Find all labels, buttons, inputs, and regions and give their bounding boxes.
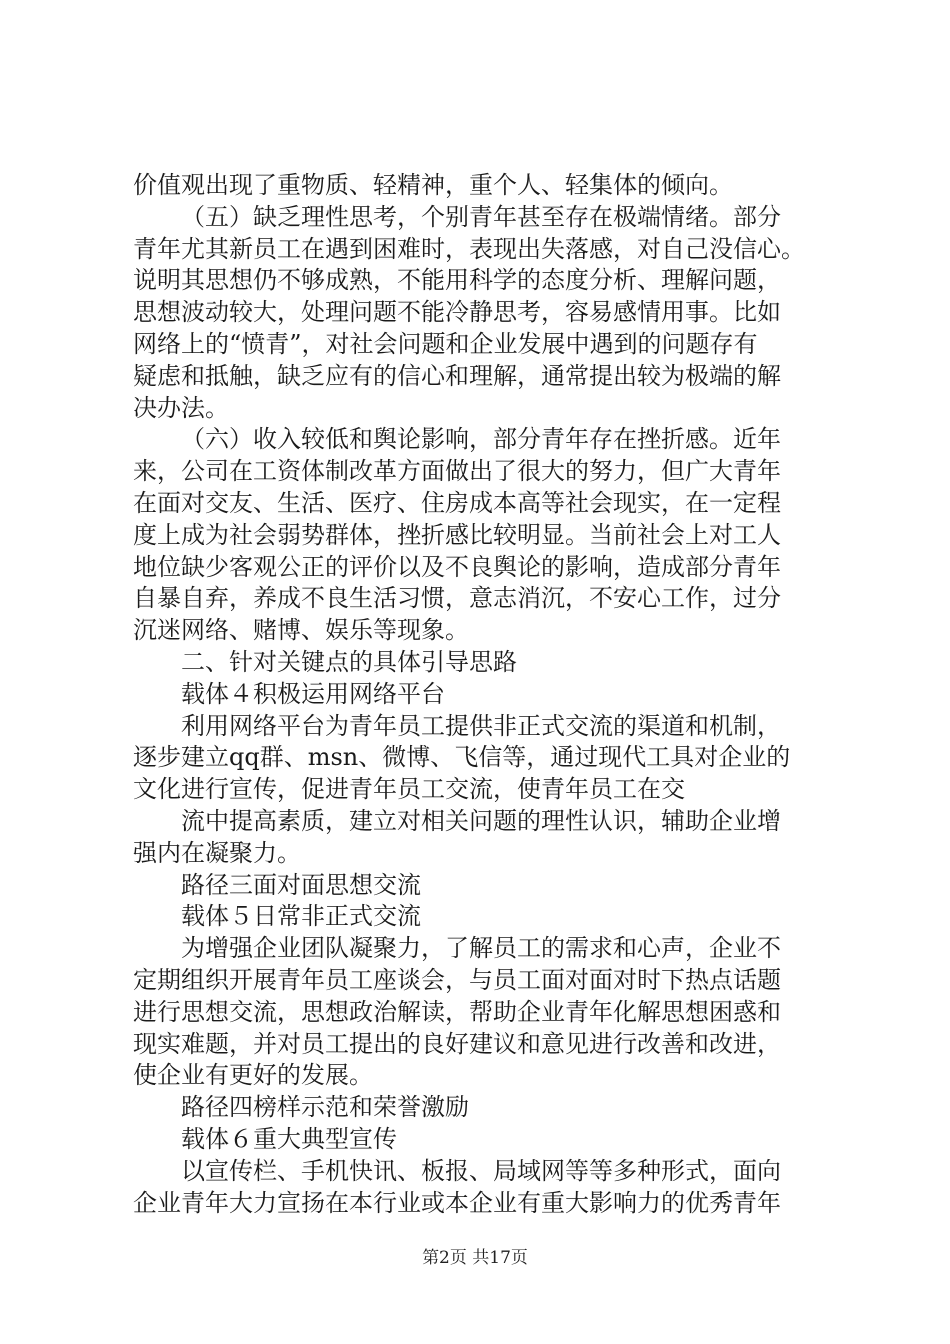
text-line: 使企业有更好的发展。 — [133, 1061, 373, 1090]
text-line: 决办法。 — [133, 393, 229, 422]
document-body — [133, 170, 833, 1219]
text-line: 说明其思想仍不够成熟，不能用科学的态度分析、理解问题， — [133, 266, 781, 295]
text-line: 网络上的“愤青”，对社会问题和企业发展中遇到的问题存有 — [133, 329, 758, 358]
subheading: 路径四榜样示范和荣誉激励 — [181, 1093, 469, 1122]
text-line: 强内在凝聚力。 — [133, 838, 301, 867]
subheading: 载体６重大典型宣传 — [181, 1124, 397, 1153]
text-line: 价值观出现了重物质、轻精神，重个人、轻集体的倾向。 — [133, 171, 733, 199]
text-line: 沉迷网络、赌博、娱乐等现象。 — [133, 616, 469, 645]
text-line: 文化进行宣传，促进青年员工交流，使青年员工在交 — [133, 775, 685, 804]
text-line: 企业青年大力宣扬在本行业或本企业有重大影响力的优秀青年 — [133, 1188, 781, 1217]
text-line: 来，公司在工资体制改革方面做出了很大的努力，但广大青年 — [133, 457, 781, 486]
paragraph-heading-five: （五）缺乏理性思考，个别青年甚至存在极端情绪。部分 — [181, 202, 781, 231]
text-line: 地位缺少客观公正的评价以及不良舆论的影响，造成部分青年 — [133, 552, 781, 581]
text-line: 利用网络平台为青年员工提供非正式交流的渠道和机制， — [181, 711, 781, 740]
text-line: 思想波动较大，处理问题不能冷静思考，容易感情用事。比如 — [133, 298, 781, 327]
text-line: 流中提高素质，建立对相关问题的理性认识，辅助企业增 — [181, 806, 781, 835]
text-line: 为增强企业团队凝聚力，了解员工的需求和心声，企业不 — [181, 934, 781, 963]
subheading: 载体４积极运用网络平台 — [181, 679, 445, 708]
paragraph-heading-six: （六）收入较低和舆论影响，部分青年存在挫折感。近年 — [181, 425, 781, 454]
subheading: 载体５日常非正式交流 — [181, 902, 421, 931]
page-number-footer: 第2页 共17页 — [422, 1248, 528, 1268]
text-line: 现实难题，并对员工提出的良好建议和意见进行改善和改进， — [133, 1029, 781, 1058]
text-line: 逐步建立qq群、msn、微博、飞信等，通过现代工具对企业的 — [133, 743, 791, 772]
text-line: 度上成为社会弱势群体，挫折感比较明显。当前社会上对工人 — [133, 520, 781, 549]
section-heading: 二、针对关键点的具体引导思路 — [181, 647, 517, 676]
text-line: 疑虑和抵触，缺乏应有的信心和理解，通常提出较为极端的解 — [133, 361, 781, 390]
subheading: 路径三面对面思想交流 — [181, 870, 421, 899]
text-line: 以宣传栏、手机快讯、板报、局域网等等多种形式，面向 — [181, 1156, 781, 1185]
text-line: 定期组织开展青年员工座谈会，与员工面对面对时下热点话题 — [133, 965, 781, 994]
text-line: 在面对交友、生活、医疗、住房成本高等社会现实，在一定程 — [133, 488, 781, 517]
text-line: 进行思想交流，思想政治解读，帮助企业青年化解思想困惑和 — [133, 997, 781, 1026]
text-line: 自暴自弃，养成不良生活习惯，意志消沉，不安心工作，过分 — [133, 584, 781, 613]
text-line: 青年尤其新员工在遇到困难时，表现出失落感，对自己没信心。 — [133, 234, 805, 263]
